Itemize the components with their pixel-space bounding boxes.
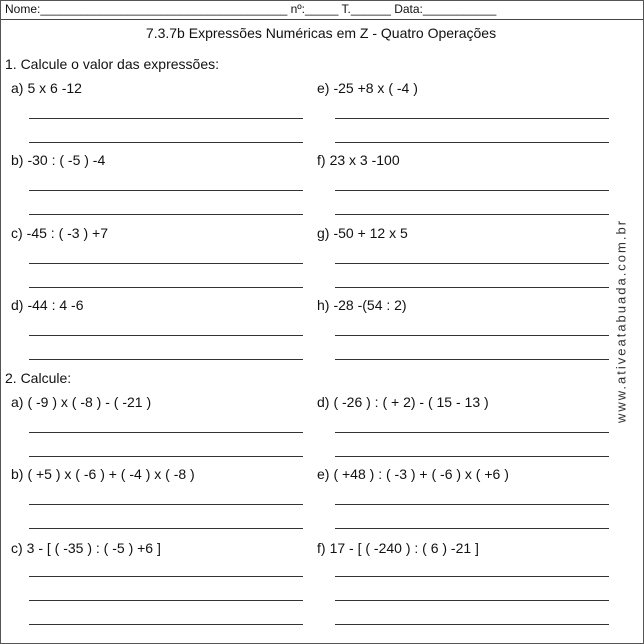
answer-line: [335, 504, 609, 505]
answer-line: [29, 190, 303, 191]
answer-line: [335, 287, 609, 288]
answer-line: [29, 287, 303, 288]
exercise-expression: 23 x 3 -100: [329, 152, 400, 168]
exercise-2e: [317, 466, 509, 482]
answer-line: [29, 528, 303, 529]
answer-line: [29, 335, 303, 336]
exercise-letter: b): [11, 152, 24, 168]
answer-line: [335, 456, 609, 457]
exercise-expression: ( +48 ) : ( -3 ) + ( -6 ) x ( +6 ): [333, 466, 509, 482]
exercise-letter: b): [11, 466, 24, 482]
exercise-1g: [317, 225, 408, 241]
answer-line: [29, 600, 303, 601]
header-divider: [1, 19, 643, 20]
section-2-heading: 2. Calcule:: [5, 370, 72, 386]
answer-line: [335, 600, 609, 601]
exercise-expression: 3 - [ ( -35 ) : ( -5 ) +6 ]: [26, 540, 161, 556]
answer-line: [335, 214, 609, 215]
answer-line: [335, 576, 609, 577]
exercise-letter: d): [317, 394, 330, 410]
exercise-letter: c): [11, 540, 23, 556]
exercise-expression: -50 + 12 x 5: [333, 225, 408, 241]
exercise-expression: ( +5 ) x ( -6 ) + ( -4 ) x ( -8 ): [27, 466, 195, 482]
exercise-letter: a): [11, 80, 24, 96]
exercise-expression: -44 : 4 -6: [27, 297, 84, 313]
answer-line: [335, 432, 609, 433]
exercise-2b: [11, 466, 195, 482]
answer-line: [335, 359, 609, 360]
exercise-letter: e): [317, 80, 330, 96]
exercise-1b: [11, 152, 105, 168]
exercise-expression: -25 +8 x ( -4 ): [333, 80, 418, 96]
exercise-expression: -28 -(54 : 2): [333, 297, 407, 313]
answer-line: [335, 528, 609, 529]
exercise-letter: g): [317, 225, 330, 241]
section-1-heading: 1. Calcule o valor das expressões:: [5, 56, 219, 72]
exercise-letter: h): [317, 297, 330, 313]
exercise-expression: 17 - [ ( -240 ) : ( 6 ) -21 ]: [329, 540, 479, 556]
exercise-letter: a): [11, 394, 24, 410]
exercise-2c: [11, 540, 161, 556]
answer-line: [29, 504, 303, 505]
exercise-letter: f): [317, 152, 326, 168]
answer-line: [29, 624, 303, 625]
answer-line: [335, 190, 609, 191]
exercise-letter: c): [11, 225, 23, 241]
worksheet-title: 7.3.7b Expressões Numéricas em Z - Quatro Operações: [145, 25, 497, 41]
exercise-expression: ( -9 ) x ( -8 ) - ( -21 ): [27, 394, 152, 410]
answer-line: [335, 335, 609, 336]
answer-line: [29, 456, 303, 457]
exercise-letter: e): [317, 466, 330, 482]
answer-line: [29, 214, 303, 215]
exercise-2d: [317, 394, 489, 410]
exercise-expression: -30 : ( -5 ) -4: [27, 152, 106, 168]
answer-line: [335, 263, 609, 264]
exercise-1h: [317, 297, 407, 313]
answer-line: [335, 142, 609, 143]
answer-line: [29, 432, 303, 433]
student-info-header: Nome:_____________________________________ nº:_____ T.______ Data:___________: [5, 2, 497, 16]
answer-line: [29, 142, 303, 143]
answer-line: [29, 359, 303, 360]
exercise-expression: 5 x 6 -12: [27, 80, 82, 96]
answer-line: [29, 263, 303, 264]
exercise-1e: [317, 80, 418, 96]
exercise-1f: [317, 152, 400, 168]
exercise-1a: [11, 80, 82, 96]
watermark-text: www.ativeatabuada.com.br: [613, 218, 629, 424]
exercise-expression: -45 : ( -3 ) +7: [26, 225, 108, 241]
exercise-2a: [11, 394, 151, 410]
exercise-letter: d): [11, 297, 24, 313]
exercise-1c: [11, 225, 108, 241]
answer-line: [29, 118, 303, 119]
exercise-letter: f): [317, 540, 326, 556]
exercise-1d: [11, 297, 83, 313]
answer-line: [335, 624, 609, 625]
answer-line: [335, 118, 609, 119]
exercise-expression: ( -26 ) : ( + 2) - ( 15 - 13 ): [333, 394, 489, 410]
exercise-2f: [317, 540, 479, 556]
answer-line: [29, 576, 303, 577]
